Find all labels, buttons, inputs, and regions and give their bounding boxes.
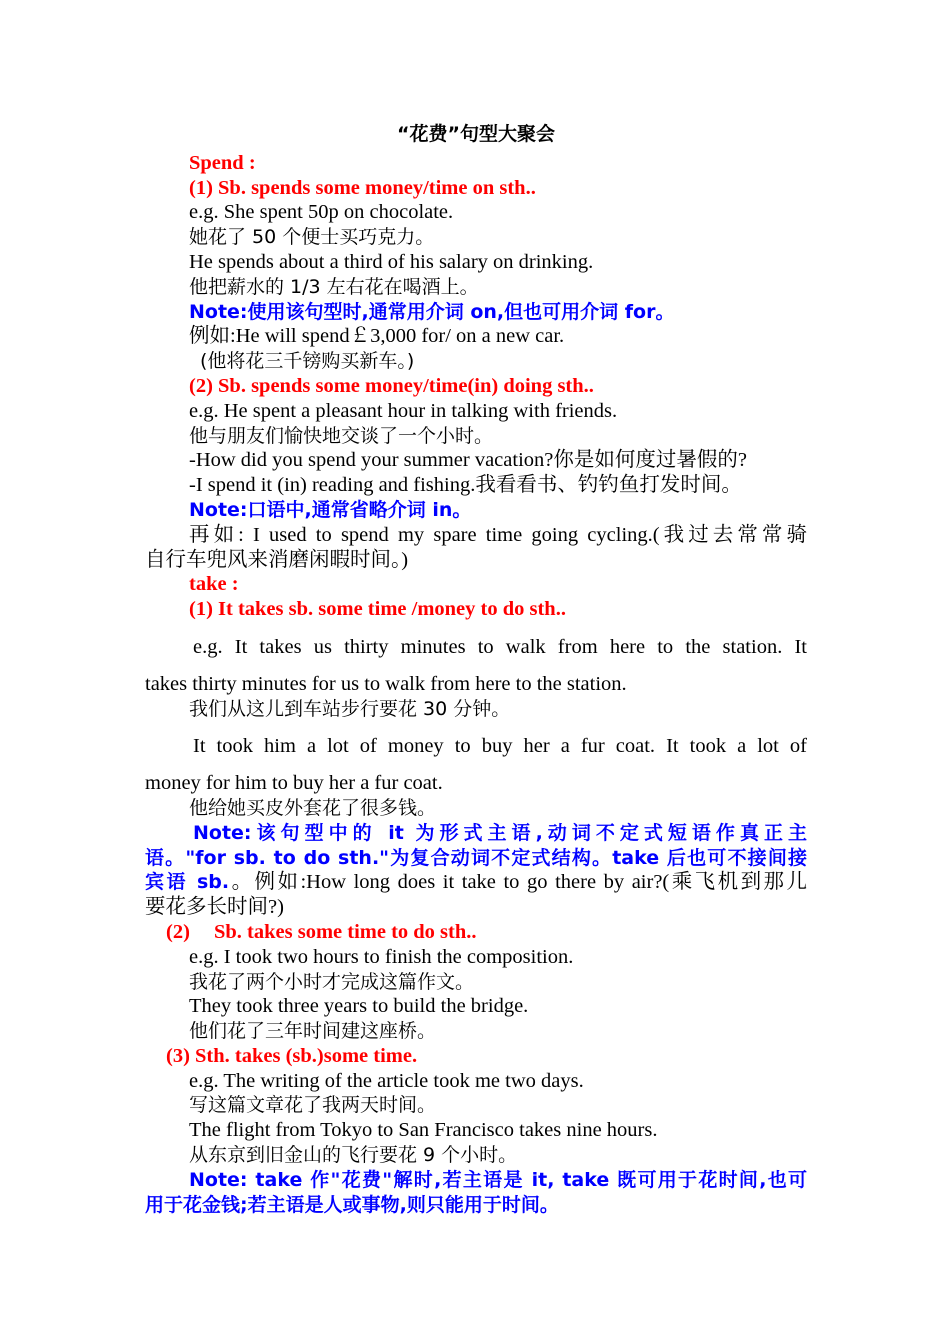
spend-example-1-en: e.g. She spent 50p on chocolate. [189,201,454,224]
take-pattern-2-text: Sb. takes some time to do sth.. [214,920,477,943]
spend-example-2-zh: 他把薪水的 1/3 左右花在喝酒上。 [189,275,479,298]
spend-pattern-2: (2) Sb. spends some money/time(in) doing sth.. [189,374,594,397]
take-note-4-line2: 用于花金钱;若主语是人或事物,则只能用于时间。 [145,1193,559,1216]
spend-example-7-line2: 自行车兜风来消磨闲暇时间。) [145,548,409,571]
spend-pattern-1: (1) Sb. spends some money/time on sth.. [189,176,536,199]
spend-note-2: Note:口语中,通常省略介词 in。 [189,498,472,521]
take-pattern-3: (3) Sth. takes (sb.)some time. [166,1044,418,1067]
take-pattern-1: (1) It takes sb. some time /money to do sth.. [189,598,566,621]
take-example-6-zh: 从东京到旧金山的飞行要花 9 个小时。 [189,1144,518,1167]
take-example-6-en: The flight from Tokyo to San Francisco takes nine hours. [189,1119,658,1142]
spend-example-3-zh: (他将花三千镑购买新车。) [200,350,415,373]
take-example-3-en: e.g. I took two hours to finish the composition. [189,945,574,968]
document-body [145,122,807,1217]
take-note-3-line2: 语。"for sb. to do sth."为复合动词不定式结构。take 后也可不接间接 [145,846,807,869]
take-example-3-zh: 我花了两个小时才完成这篇作文。 [189,970,475,993]
take-note-4-line1: Note: take 作"花费"解时,若主语是 it, take 既可用于花时间,也可 [189,1168,807,1191]
take-example-2-zh: 他给她买皮外套花了很多钱。 [189,796,437,819]
spend-example-5: -How did you spend your summer vacation?你是如何度过暑假的? [189,449,747,472]
take-example-5-zh: 写这篇文章花了我两天时间。 [189,1094,437,1117]
take-example-1-line2: takes thirty minutes for us to walk from here to the station. [145,672,627,695]
take-example-4-zh: 他们花了三年时间建这座桥。 [189,1020,437,1043]
take-note-3-line3-blue: 宾语 sb. [145,871,230,894]
take-pattern-2-number: (2) [166,920,190,943]
take-example-2-line2: money for him to buy her a fur coat. [145,772,443,795]
page-title: “花费”句型大聚会 [397,123,555,145]
spend-example-3-en: 例如:He will spend￡3,000 for/ on a new car. [189,325,565,348]
take-pattern-2 [145,920,807,945]
take-example-4-en: They took three years to build the bridge. [189,995,529,1018]
spend-example-2-en: He spends about a third of his salary on drinking. [189,250,594,273]
take-example-1-zh: 我们从这儿到车站步行要花 30 分钟。 [189,697,511,720]
spend-heading: Spend : [189,151,256,174]
take-heading: take : [189,573,239,596]
spend-example-4-zh: 他与朋友们愉快地交谈了一个小时。 [189,424,494,447]
take-note-3-line3-black: 。例如:How long does it take to go there by air?(乘飞机到那儿 [229,871,807,894]
spend-example-1-zh: 她花了 50 个便士买巧克力。 [189,226,435,249]
spend-example-7-line1: 再如: I used to spend my spare time going cycling.(我过去常常骑 [189,523,807,546]
take-example-1-line1: e.g. It takes us thirty minutes to walk from here to the station. It [193,635,807,658]
take-example-5-en: e.g. The writing of the article took me two days. [189,1069,584,1092]
take-note-3-line3 [145,870,807,895]
spend-note-1: Note:使用该句型时,通常用介词 on,但也可用介词 for。 [189,300,675,323]
spend-example-6: -I spend it (in) reading and fishing.我看看书、钓钓鱼打发时间。 [189,474,742,497]
take-note-3-line4: 要花多长时间?) [145,896,284,919]
spend-example-4-en: e.g. He spent a pleasant hour in talking with friends. [189,399,618,422]
take-note-3-line1: Note:该句型中的 it 为形式主语,动词不定式短语作真正主 [193,821,807,844]
take-example-2-line1: It took him a lot of money to buy her a fur coat. It took a lot of [193,735,807,758]
